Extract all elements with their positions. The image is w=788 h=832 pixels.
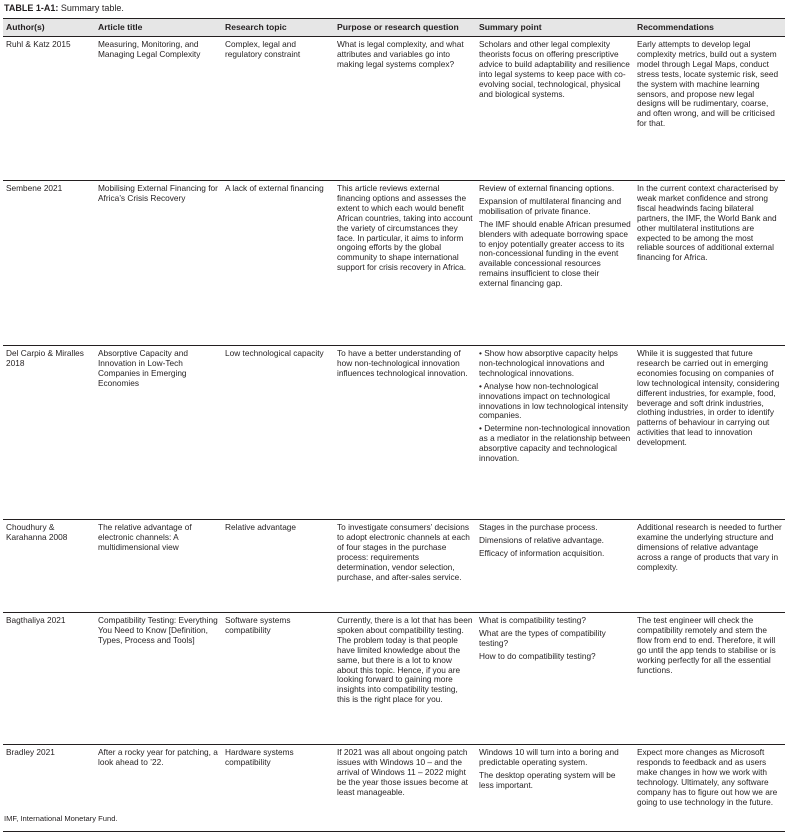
cell-summary-point	[476, 37, 634, 181]
header-article-title: Article title	[95, 19, 222, 37]
table-row	[3, 181, 785, 346]
summary-item: What are the types of compatibility testing?	[479, 627, 606, 648]
summary-item: • Determine non-technological innovation as a mediator in the relationship between absorptive capacity and technological innovation.	[479, 423, 631, 464]
cell-research-topic: Relative advantage	[222, 520, 334, 613]
table-caption-text: Summary table.	[60, 3, 124, 13]
cell-purpose: To have a better understanding of how non-technological innovation influences technological innovation.	[334, 346, 476, 520]
cell-author: Ruhl & Katz 2015	[3, 37, 95, 181]
cell-research-topic: Complex, legal and regulatory constraint	[222, 37, 334, 181]
summary-item: Stages in the purchase process.	[479, 522, 598, 532]
summary-item: Expansion of multilateral financing and mobilisation of private finance.	[479, 195, 622, 216]
table-footnote: IMF, International Monetary Fund.	[4, 814, 118, 823]
cell-summary-point	[476, 520, 634, 613]
cell-author: Choudhury & Karahanna 2008	[3, 520, 95, 613]
cell-article-title: Mobilising External Financing for Africa’s Crisis Recovery	[95, 181, 222, 346]
cell-research-topic: A lack of external financing	[222, 181, 334, 346]
header-purpose: Purpose or research question	[334, 19, 476, 37]
cell-summary-point	[476, 745, 634, 832]
cell-article-title: Measuring, Monitoring, and Managing Legal Complexity	[95, 37, 222, 181]
cell-summary-point	[476, 181, 634, 346]
cell-recommendations: Expect more changes as Microsoft responds to feedback and as users make changes in how we work with technology. Ultimately, any software company has to figure out how we are going to use technology in the future.	[634, 745, 785, 832]
cell-article-title: Absorptive Capacity and Innovation in Low-Tech Companies in Emerging Economies	[95, 346, 222, 520]
cell-research-topic: Hardware systems compatibility	[222, 745, 334, 832]
summary-item: Windows 10 will turn into a boring and predictable operating system.	[479, 747, 619, 767]
summary-item: Scholars and other legal complexity theorists focus on offering prescriptive advice to build adaptability and resilience into legal systems to keep pace with co-evolving social, technological, physical and biological systems.	[479, 39, 630, 99]
cell-author: Bradley 2021	[3, 745, 95, 832]
cell-research-topic: Software systems compatibility	[222, 613, 334, 745]
table-row	[3, 346, 785, 520]
table-header-row	[3, 19, 785, 37]
header-recommendations: Recommendations	[634, 19, 785, 37]
table-row	[3, 745, 785, 832]
cell-purpose: To investigate consumers’ decisions to adopt electronic channels at each of four stages in the purchase process: requirements determination, vendor selection, purchase, and after-sales service.	[334, 520, 476, 613]
cell-purpose: Currently, there is a lot that has been spoken about compatibility testing. The problem today is that people have limited knowledge about the same, but there is a lot to know about this topic. Hence, if you are looking forward to gaining more insights into compatibility testing, this is the right place for you.	[334, 613, 476, 745]
summary-item: Review of external financing options.	[479, 183, 615, 193]
cell-recommendations: Additional research is needed to further examine the underlying structure and dimensions of relative advantage across a range of products that vary in complexity.	[634, 520, 785, 613]
cell-article-title: After a rocky year for patching, a look ahead to ’22.	[95, 745, 222, 832]
cell-recommendations: The test engineer will check the compatibility remotely and stem the flow from end to end. Therefore, it will go until the app tends to stabilise or is working perfectly for all the essential functions.	[634, 613, 785, 745]
cell-author: Sembene 2021	[3, 181, 95, 346]
cell-recommendations: While it is suggested that future research be carried out in emerging economies focusing on companies of low technological intensity, considering different industries, for example, food, beverage and soft drink industries, clothing industries, in order to identify patterns of behaviour in carrying out activities that lead to innovation development.	[634, 346, 785, 520]
cell-recommendations: In the current context characterised by weak market confidence and strong fiscal headwinds facing bilateral partners, the IMF, the World Bank and other multilateral institutions are expected to be among the most reliable sources of additional external financing for Africa.	[634, 181, 785, 346]
cell-article-title: Compatibility Testing: Everything You Need to Know [Definition, Types, Process and Tools]	[95, 613, 222, 745]
cell-purpose: This article reviews external financing options and assesses the extent to which each would benefit African countries, taking into account the variety of circumstances they face. In particular, it aims to inform ongoing efforts by the global community to shape international support for crisis recovery in Africa.	[334, 181, 476, 346]
cell-summary-point	[476, 613, 634, 745]
table-row	[3, 520, 785, 613]
header-summary-point: Summary point	[476, 19, 634, 37]
table-caption	[4, 3, 124, 14]
header-research-topic: Research topic	[222, 19, 334, 37]
summary-item: The IMF should enable African presumed blenders with adequate borrowing space to enjoy potentially greater access to its non-concessional funding in the event available concessional resources remains insufficient to close their external financing gap.	[479, 218, 631, 289]
table-row	[3, 613, 785, 745]
summary-item: • Analyse how non-technological innovations impact on technological innovations in low technological intensity companies.	[479, 380, 628, 421]
cell-author: Del Carpio & Miralles 2018	[3, 346, 95, 520]
header-authors: Author(s)	[3, 19, 95, 37]
table-row	[3, 37, 785, 181]
summary-item: • Show how absorptive capacity helps non-technological innovations and technological innovations.	[479, 348, 618, 378]
summary-item: Efficacy of information acquisition.	[479, 547, 605, 558]
summary-item: What is compatibility testing?	[479, 615, 586, 625]
cell-recommendations: Early attempts to develop legal complexity metrics, build out a system model through Legal Maps, conduct stress tests, locate systemic risk, seed the system with machine learning sensors, and propose new legal designs will be rudimentary, coarse, and often wrong, and will be criticised for that.	[634, 37, 785, 181]
cell-purpose: What is legal complexity, and what attributes and variables go into making legal systems complex?	[334, 37, 476, 181]
summary-item: How to do compatibility testing?	[479, 650, 596, 661]
cell-author: Bagthaliya 2021	[3, 613, 95, 745]
cell-summary-point	[476, 346, 634, 520]
cell-article-title: The relative advantage of electronic channels: A multidimensional view	[95, 520, 222, 613]
cell-research-topic: Low technological capacity	[222, 346, 334, 520]
summary-item: Dimensions of relative advantage.	[479, 534, 604, 545]
summary-table	[3, 18, 785, 832]
table-caption-label: TABLE 1-A1:	[4, 3, 59, 13]
summary-item: The desktop operating system will be less important.	[479, 769, 616, 790]
cell-purpose: If 2021 was all about ongoing patch issues with Windows 10 – and the arrival of Windows 11 – 2022 might be the year those issues become at least manageable.	[334, 745, 476, 832]
